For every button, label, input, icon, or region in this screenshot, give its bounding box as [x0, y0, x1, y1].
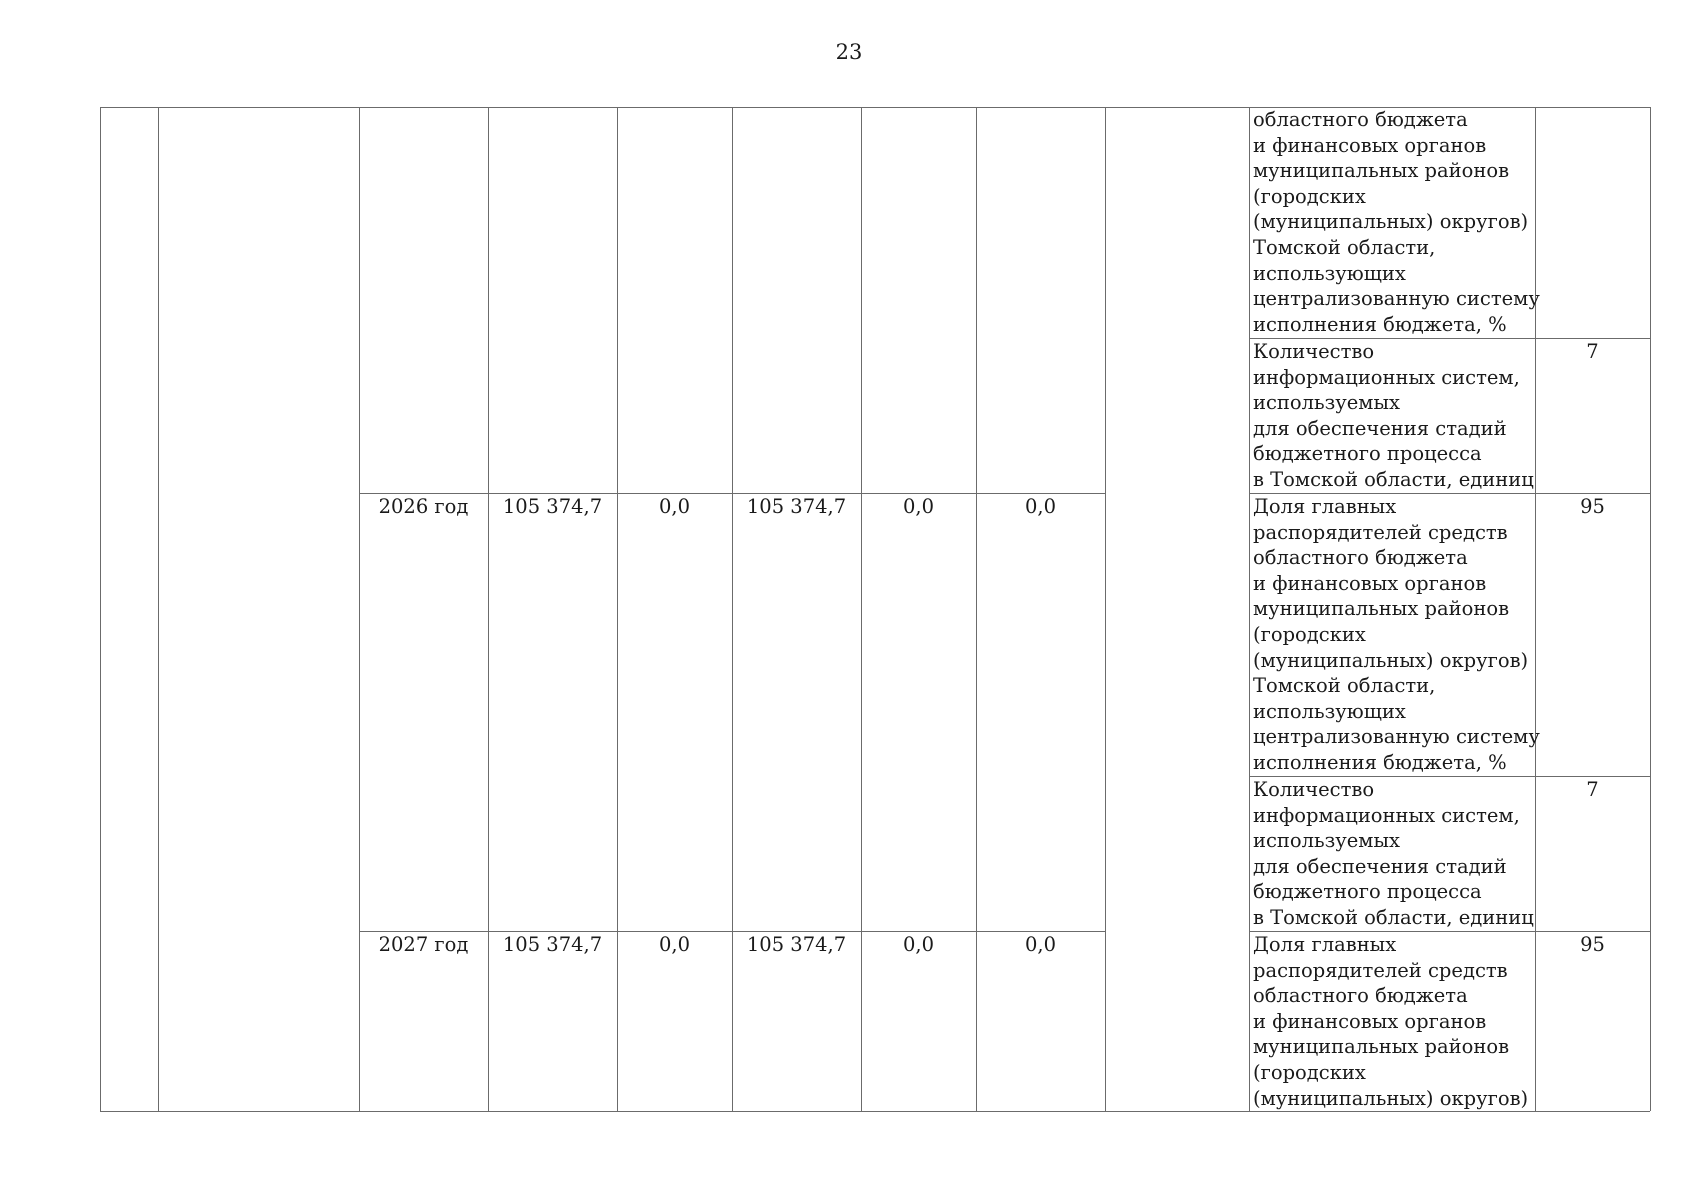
indicator-text: Количество информационных систем, используемых для обеспечения стадий бюджетного процесса в Томской области, единиц — [1253, 778, 1534, 929]
value-cell: 0,0 — [658, 933, 690, 956]
indicator-text: Доля главных распорядителей средств областного бюджета и финансовых органов муниципальных районов (городских (муниципальных) округов) Томской области, использующих централизованную систему исполнения бюджета, % — [1253, 495, 1540, 774]
value-cell: 105 374,7 — [502, 495, 603, 518]
value-cell: 0,0 — [902, 495, 934, 518]
column-line — [1249, 107, 1250, 1111]
column-line — [732, 107, 733, 1111]
value-cell: 0,0 — [902, 933, 934, 956]
indicator-value: 95 — [1580, 933, 1605, 956]
indicator-value: 7 — [1586, 340, 1599, 363]
value-cell: 0,0 — [1024, 933, 1056, 956]
value-cell: 105 374,7 — [746, 933, 847, 956]
column-line — [359, 107, 360, 1111]
indicator-text: Доля главных распорядителей средств областного бюджета и финансовых органов муниципальных районов (городских (муниципальных) округов) — [1253, 933, 1529, 1110]
column-line — [976, 107, 977, 1111]
indicator-text: областного бюджета и финансовых органов муниципальных районов (городских (муниципальных) округов) Томской области, использующих централизованную систему исполнения бюджета, % — [1253, 108, 1540, 336]
column-line — [158, 107, 159, 1111]
column-line — [617, 107, 618, 1111]
page-number: 23 — [835, 40, 863, 64]
column-line — [100, 107, 101, 1111]
year-cell: 2026 год — [378, 495, 469, 518]
year-cell: 2027 год — [378, 933, 469, 956]
indicator-text: Количество информационных систем, используемых для обеспечения стадий бюджетного процесса в Томской области, единиц — [1253, 340, 1534, 491]
value-cell: 105 374,7 — [502, 933, 603, 956]
indicator-value: 7 — [1586, 778, 1599, 801]
column-line — [1650, 107, 1651, 1111]
indicator-value: 95 — [1580, 495, 1605, 518]
value-cell: 0,0 — [658, 495, 690, 518]
value-cell: 0,0 — [1024, 495, 1056, 518]
column-line — [1105, 107, 1106, 1111]
column-line — [861, 107, 862, 1111]
value-cell: 105 374,7 — [746, 495, 847, 518]
column-line — [488, 107, 489, 1111]
